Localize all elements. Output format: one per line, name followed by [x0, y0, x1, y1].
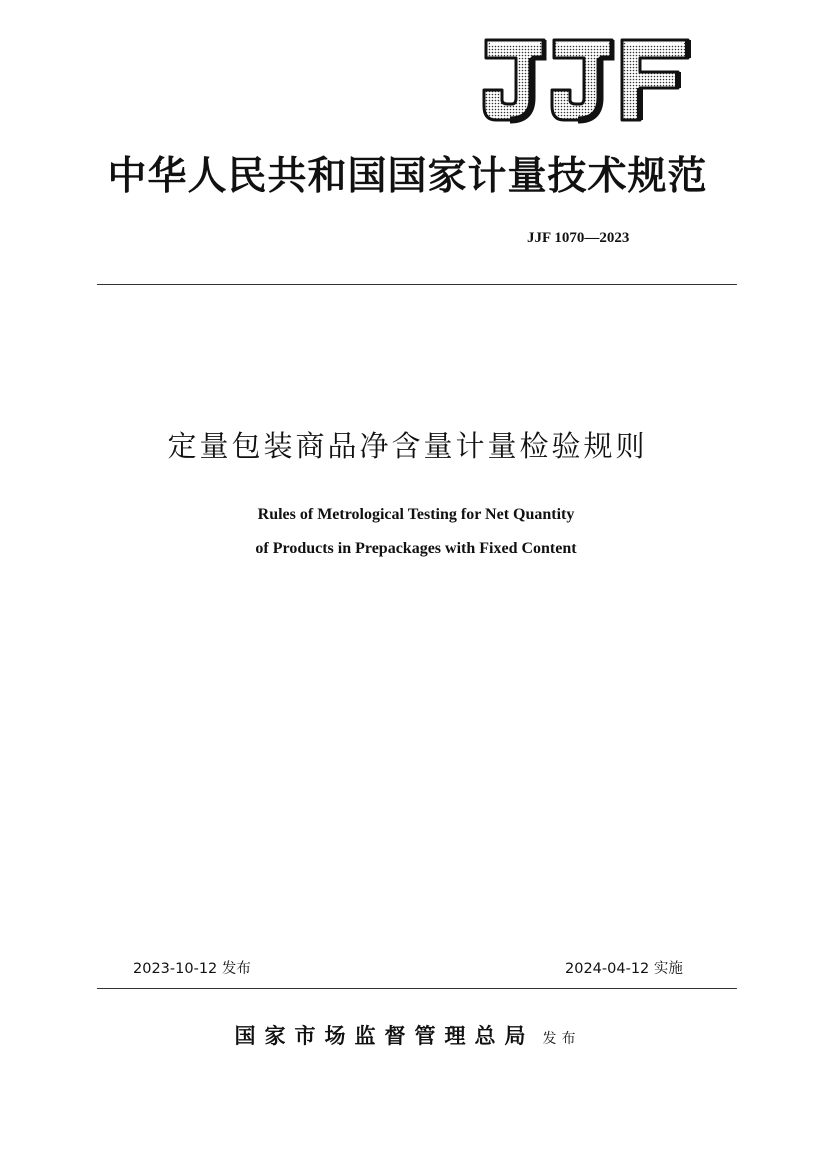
document-title-chinese: 定量包装商品净含量计量检验规则: [167, 429, 648, 463]
issue-date: 2023-10-12 发布: [133, 961, 251, 977]
issuer-line: [0, 1016, 815, 1059]
logo-letter-f: [622, 40, 688, 120]
issuer-suffix: 发布: [542, 1031, 581, 1047]
jjf-logo: [482, 36, 692, 124]
document-title-english-line2: of Products in Prepackages with Fixed Content: [255, 540, 577, 557]
issuing-authority: 国家市场监督管理总局: [234, 1023, 535, 1048]
logo-letter-j1: [484, 40, 544, 120]
bottom-divider: [97, 988, 737, 989]
implementation-date: 2024-04-12 实施: [565, 961, 683, 977]
logo-letter-j2: [552, 40, 612, 120]
document-title-english-line1: Rules of Metrological Testing for Net Quantity: [257, 506, 575, 523]
standard-number: JJF 1070—2023: [527, 230, 630, 246]
top-divider: [97, 284, 737, 285]
standard-series-title: 中华人民共和国国家计量技术规范: [107, 153, 708, 199]
